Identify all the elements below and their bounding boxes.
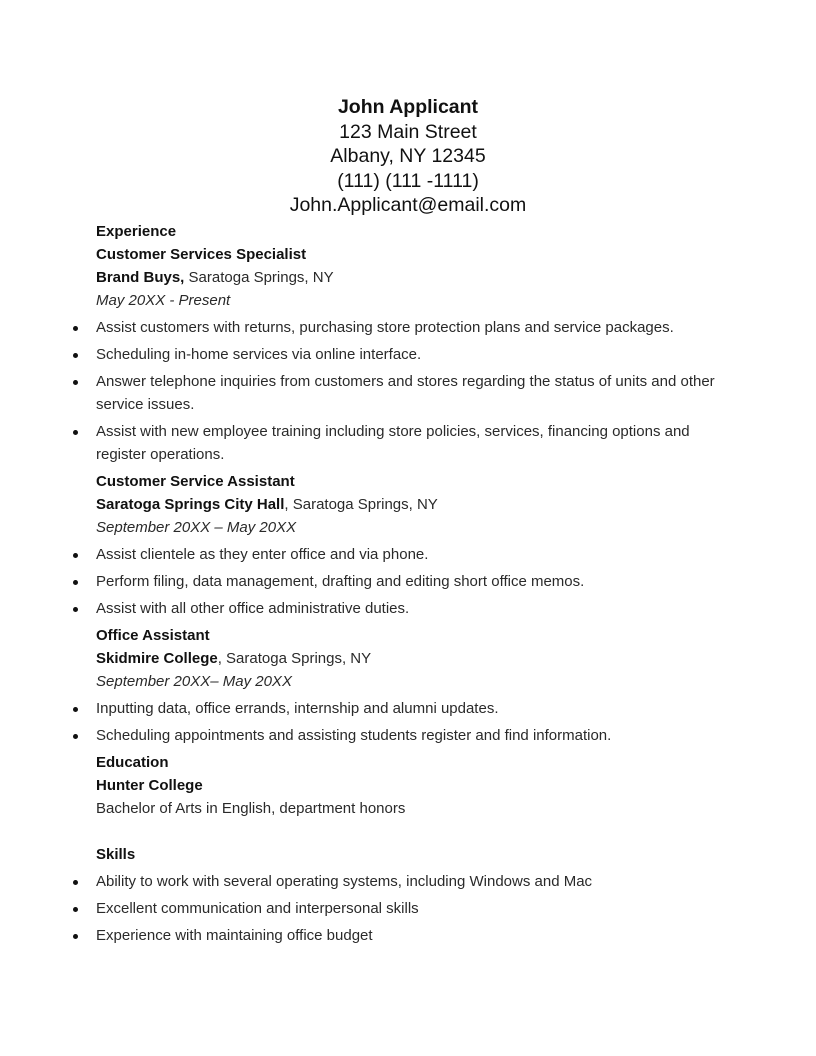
city-state-zip: Albany, NY 12345 — [330, 145, 486, 167]
resume-body — [96, 220, 716, 951]
experience-heading: Experience — [96, 223, 177, 240]
phone-number: (111) (111 -1111) — [337, 169, 479, 192]
job-dates: September 20XX – May 20XX — [96, 519, 297, 536]
employer-name: Saratoga Springs City Hall — [96, 496, 285, 513]
section-spacer — [96, 820, 716, 843]
skills-list — [96, 870, 716, 947]
duty-item: Scheduling in-home services via online interface. — [96, 343, 716, 366]
employer-line — [96, 647, 716, 670]
job-duties-list — [96, 316, 716, 466]
employer-location: Saratoga Springs, NY — [184, 269, 334, 286]
employer-location: , Saratoga Springs, NY — [284, 496, 438, 513]
skill-item: Ability to work with several operating systems, including Windows and Mac — [96, 870, 716, 893]
duty-item: Assist with new employee training including store policies, services, financing options and register operations. — [96, 420, 716, 466]
employer-line — [96, 493, 716, 516]
duty-item: Scheduling appointments and assisting students register and find information. — [96, 724, 716, 747]
duty-item: Assist with all other office administrative duties. — [96, 597, 716, 620]
contact-header — [0, 95, 816, 218]
skills-heading: Skills — [96, 846, 136, 863]
skill-item: Experience with maintaining office budget — [96, 924, 716, 947]
duty-item: Answer telephone inquiries from customers and stores regarding the status of units and other service issues. — [96, 370, 716, 416]
duty-item: Assist customers with returns, purchasing store protection plans and service packages. — [96, 316, 716, 339]
street-address: 123 Main Street — [339, 120, 477, 143]
applicant-name: John Applicant — [337, 96, 479, 118]
job-entry — [96, 470, 716, 620]
job-dates: May 20XX - Present — [96, 292, 231, 309]
job-entry — [96, 624, 716, 747]
job-dates: September 20XX– May 20XX — [96, 673, 292, 690]
employer-location: , Saratoga Springs, NY — [217, 650, 372, 667]
job-duties-list — [96, 543, 716, 620]
job-title: Customer Services Specialist — [96, 246, 307, 263]
job-duties-list — [96, 697, 716, 747]
employer-name: Skidmire College — [96, 650, 218, 667]
job-entry — [96, 243, 716, 466]
duty-item: Perform filing, data management, drafting and editing short office memos. — [96, 570, 716, 593]
duty-item: Assist clientele as they enter office and via phone. — [96, 543, 716, 566]
education-heading: Education — [96, 754, 169, 771]
school-name: Hunter College — [96, 777, 203, 794]
email-address: John.Applicant@email.com — [289, 194, 527, 216]
employer-line — [96, 266, 716, 289]
skill-item: Excellent communication and interpersonal skills — [96, 897, 716, 920]
duty-item: Inputting data, office errands, internship and alumni updates. — [96, 697, 716, 720]
job-title: Office Assistant — [96, 627, 210, 644]
degree-line: Bachelor of Arts in English, department honors — [96, 800, 406, 817]
employer-name: Brand Buys, — [96, 269, 185, 286]
job-title: Customer Service Assistant — [96, 473, 295, 490]
